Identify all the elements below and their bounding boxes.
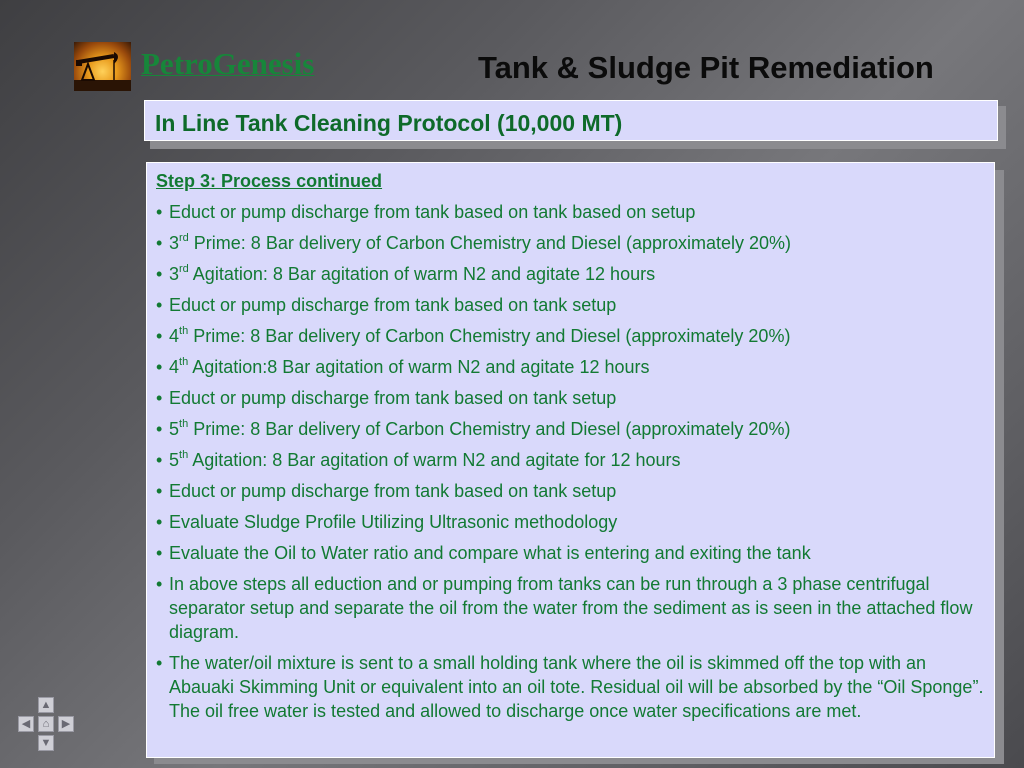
list-item <box>156 448 986 472</box>
list-item-text: The water/oil mixture is sent to a small holding tank where the oil is skimmed off the top with an Abauaki Skimming Unit or equivalent into an oil tote. Residual oil will be absorbed by the “Oil Sponge”. The oil free water is tested and allowed to discharge once water specifications are met. <box>169 653 984 721</box>
list-item <box>156 386 986 410</box>
list-item <box>156 324 986 348</box>
ordinal-number: 4 <box>169 357 180 377</box>
list-item-text <box>169 448 986 472</box>
list-item-text <box>169 262 986 286</box>
ordinal-number: 5 <box>169 419 180 439</box>
list-item-rest: Agitation:8 Bar agitation of warm N2 and agitate 12 hours <box>188 357 650 377</box>
ordinal-suffix: th <box>179 449 189 461</box>
bullet-dot: • <box>156 481 163 501</box>
list-item <box>156 572 986 644</box>
subtitle-banner <box>144 100 998 141</box>
list-item <box>156 262 986 286</box>
list-item <box>156 541 986 565</box>
list-item <box>156 200 986 224</box>
arrow-right-icon[interactable]: ▶ <box>58 716 74 732</box>
ordinal-suffix: rd <box>179 263 189 275</box>
slide-title: Tank & Sludge Pit Remediation <box>478 50 934 85</box>
bullet-dot: • <box>156 233 163 253</box>
ordinal-suffix: th <box>179 356 189 368</box>
ordinal-suffix: th <box>179 325 189 337</box>
bullet-dot: • <box>156 543 163 563</box>
ordinal-number: 4 <box>169 326 180 346</box>
list-item-rest: Prime: 8 Bar delivery of Carbon Chemistry and Diesel (approximately 20%) <box>188 419 791 439</box>
list-item-text <box>169 417 986 441</box>
list-item <box>156 510 986 534</box>
bullet-dot: • <box>156 653 163 673</box>
oil-pump-logo <box>74 42 131 91</box>
list-item-text: Educt or pump discharge from tank based on tank setup <box>169 481 617 501</box>
list-item-rest: Agitation: 8 Bar agitation of warm N2 and agitate for 12 hours <box>188 450 681 470</box>
bullet-dot: • <box>156 357 163 377</box>
list-item <box>156 355 986 379</box>
list-item-text: Evaluate the Oil to Water ratio and compare what is entering and exiting the tank <box>169 543 811 563</box>
bullet-dot: • <box>156 574 163 594</box>
list-item-rest: Prime: 8 Bar delivery of Carbon Chemistry and Diesel (approximately 20%) <box>188 233 792 253</box>
list-item-rest: Agitation: 8 Bar agitation of warm N2 and agitate 12 hours <box>188 264 656 284</box>
slide-navigation <box>18 697 74 753</box>
list-item-text: In above steps all eduction and or pumping from tanks can be run through a 3 phase centrifugal separator setup and separate the oil from the water from the sediment as is seen in the attached flow diagram. <box>169 574 973 642</box>
content-panel <box>146 162 995 758</box>
ordinal-suffix: th <box>179 418 189 430</box>
list-item-rest: Prime: 8 Bar delivery of Carbon Chemistry and Diesel (approximately 20%) <box>188 326 791 346</box>
arrow-up-icon[interactable]: ▲ <box>38 697 54 713</box>
list-item <box>156 293 986 317</box>
list-item-text: Educt or pump discharge from tank based on tank setup <box>169 295 617 315</box>
ordinal-number: 3 <box>169 233 180 253</box>
list-item <box>156 231 986 255</box>
bullet-dot: • <box>156 419 163 439</box>
bullet-dot: • <box>156 202 163 222</box>
list-item-text <box>169 355 986 379</box>
list-item-text <box>169 324 986 348</box>
list-item-text: Educt or pump discharge from tank based on tank setup <box>169 388 617 408</box>
brand-name: PetroGenesis <box>141 46 315 81</box>
bullet-dot: • <box>156 388 163 408</box>
ordinal-number: 3 <box>169 264 180 284</box>
ordinal-number: 5 <box>169 450 180 470</box>
list-item-text: Educt or pump discharge from tank based on tank based on setup <box>169 202 696 222</box>
bullet-dot: • <box>156 512 163 532</box>
ordinal-suffix: rd <box>179 232 189 244</box>
arrow-left-icon[interactable]: ◀ <box>18 716 34 732</box>
step-heading: Step 3: Process continued <box>156 171 383 191</box>
list-item <box>156 417 986 441</box>
arrow-down-icon[interactable]: ▼ <box>38 735 54 751</box>
list-item-text: Evaluate Sludge Profile Utilizing Ultrasonic methodology <box>169 512 618 532</box>
bullet-dot: • <box>156 326 163 346</box>
bullet-dot: • <box>156 295 163 315</box>
list-item <box>156 479 986 503</box>
content-body <box>156 169 986 730</box>
home-icon[interactable]: ⌂ <box>38 716 54 732</box>
bullet-dot: • <box>156 450 163 470</box>
list-item-text <box>169 231 986 255</box>
bullet-dot: • <box>156 264 163 284</box>
list-item <box>156 651 986 723</box>
subtitle-text: In Line Tank Cleaning Protocol (10,000 MT) <box>155 110 623 136</box>
